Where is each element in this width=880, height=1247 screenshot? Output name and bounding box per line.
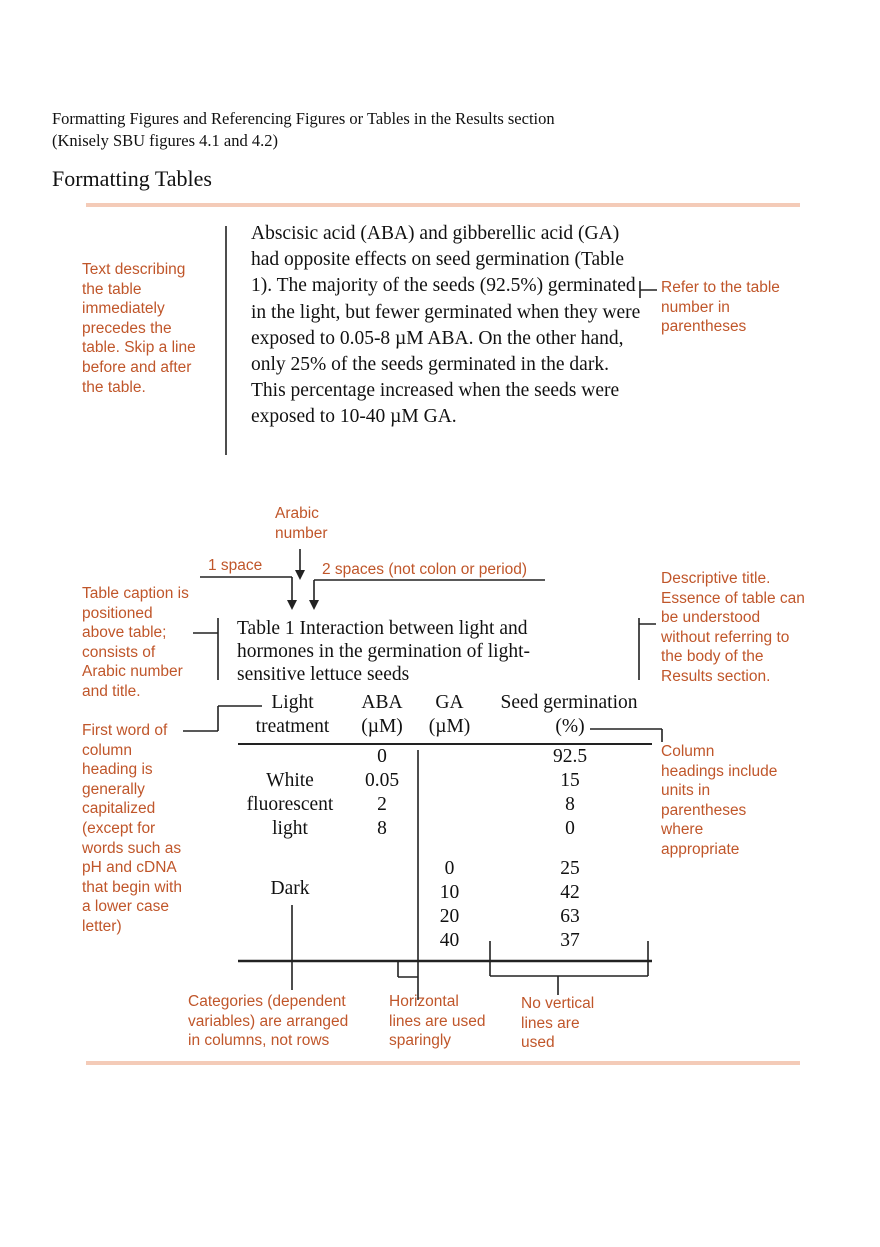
- page-subheading: (Knisely SBU figures 4.1 and 4.2): [52, 131, 278, 150]
- header-ga-line1: GA: [435, 692, 464, 713]
- ga-value: 40: [439, 930, 460, 951]
- germ-value: 15: [560, 770, 580, 791]
- annotation-descriptive-title: Descriptive title. Essence of table can be understood without referring to the body of the Results section.: [661, 570, 805, 685]
- header-light-line2: treatment: [255, 716, 330, 737]
- germ-value: 8: [565, 794, 575, 815]
- arabic-arrow-head: [295, 570, 305, 580]
- germ-value: 42: [560, 882, 580, 903]
- header-germ-line2: (%): [555, 716, 585, 737]
- row-label-light: light: [272, 818, 308, 839]
- aba-value: 8: [377, 818, 387, 839]
- aba-value: 0.05: [364, 770, 400, 791]
- aba-value: 2: [377, 794, 387, 815]
- header-ga-line2: (µM): [428, 716, 471, 737]
- example-paragraph: Abscisic acid (ABA) and gibberellic acid (GA) had opposite effects on seed germination (Table 1). The majority of the seeds (92.5%) germinated in the light, but fewer germinated when they were exposed to 0.05-8 µM ABA. On the other hand, only 25% of the seeds germinated in the dark. This percentage increased when the seeds were exposed to 10-40 µM GA.: [251, 223, 641, 428]
- row-label-fluorescent: fluorescent: [246, 794, 334, 815]
- header-germ-line1: Seed germination: [500, 692, 638, 713]
- header-aba-line1: ABA: [361, 692, 403, 713]
- aba-value: 0: [377, 746, 387, 767]
- germ-value: 37: [560, 930, 580, 951]
- germ-value: 92.5: [552, 746, 588, 767]
- annotation-categories: Categories (dependent variables) are arranged in columns, not rows: [188, 993, 349, 1050]
- ga-value: 20: [439, 906, 460, 927]
- annotation-caption: Table caption is positioned above table; consists of Arabic number and title.: [82, 585, 189, 700]
- ga-value: 10: [439, 882, 460, 903]
- annotation-arabic-number: Arabic number: [275, 505, 328, 542]
- annotation-two-spaces: 2 spaces (not colon or period): [322, 561, 528, 578]
- page-heading: Formatting Figures and Referencing Figures or Tables in the Results section: [52, 109, 555, 128]
- one-space-arrow-head: [287, 600, 297, 610]
- two-space-arrow-head: [309, 600, 319, 610]
- germ-value: 25: [560, 858, 580, 879]
- section-title: Formatting Tables: [52, 166, 212, 191]
- annotation-text-describing: Text describing the table immediately precedes the table. Skip a line before and after the table.: [82, 261, 196, 396]
- annotation-column-headings: Column headings include units in parentheses where appropriate: [661, 743, 778, 858]
- header-aba-line2: (µM): [361, 716, 403, 737]
- row-label-white: White: [266, 770, 314, 791]
- row-label-dark: Dark: [270, 878, 310, 899]
- annotation-one-space: 1 space: [208, 557, 263, 574]
- germ-value: 0: [565, 818, 575, 839]
- annotation-horizontal-lines: Horizontal lines are used sparingly: [389, 993, 486, 1050]
- annotation-no-vertical: No vertical lines are used: [521, 995, 595, 1052]
- germ-value: 63: [560, 906, 580, 927]
- annotation-refer-to: Refer to the table number in parentheses: [661, 279, 780, 336]
- table-caption: Table 1 Interaction between light and hormones in the germination of light-sensitive lettuce seeds: [237, 618, 530, 685]
- ga-value: 0: [444, 858, 455, 879]
- header-light-line1: Light: [271, 692, 314, 713]
- annotation-first-word: First word of column heading is generally capitalized (except for words such as pH and cDNA that begin with a lower case letter): [82, 722, 182, 935]
